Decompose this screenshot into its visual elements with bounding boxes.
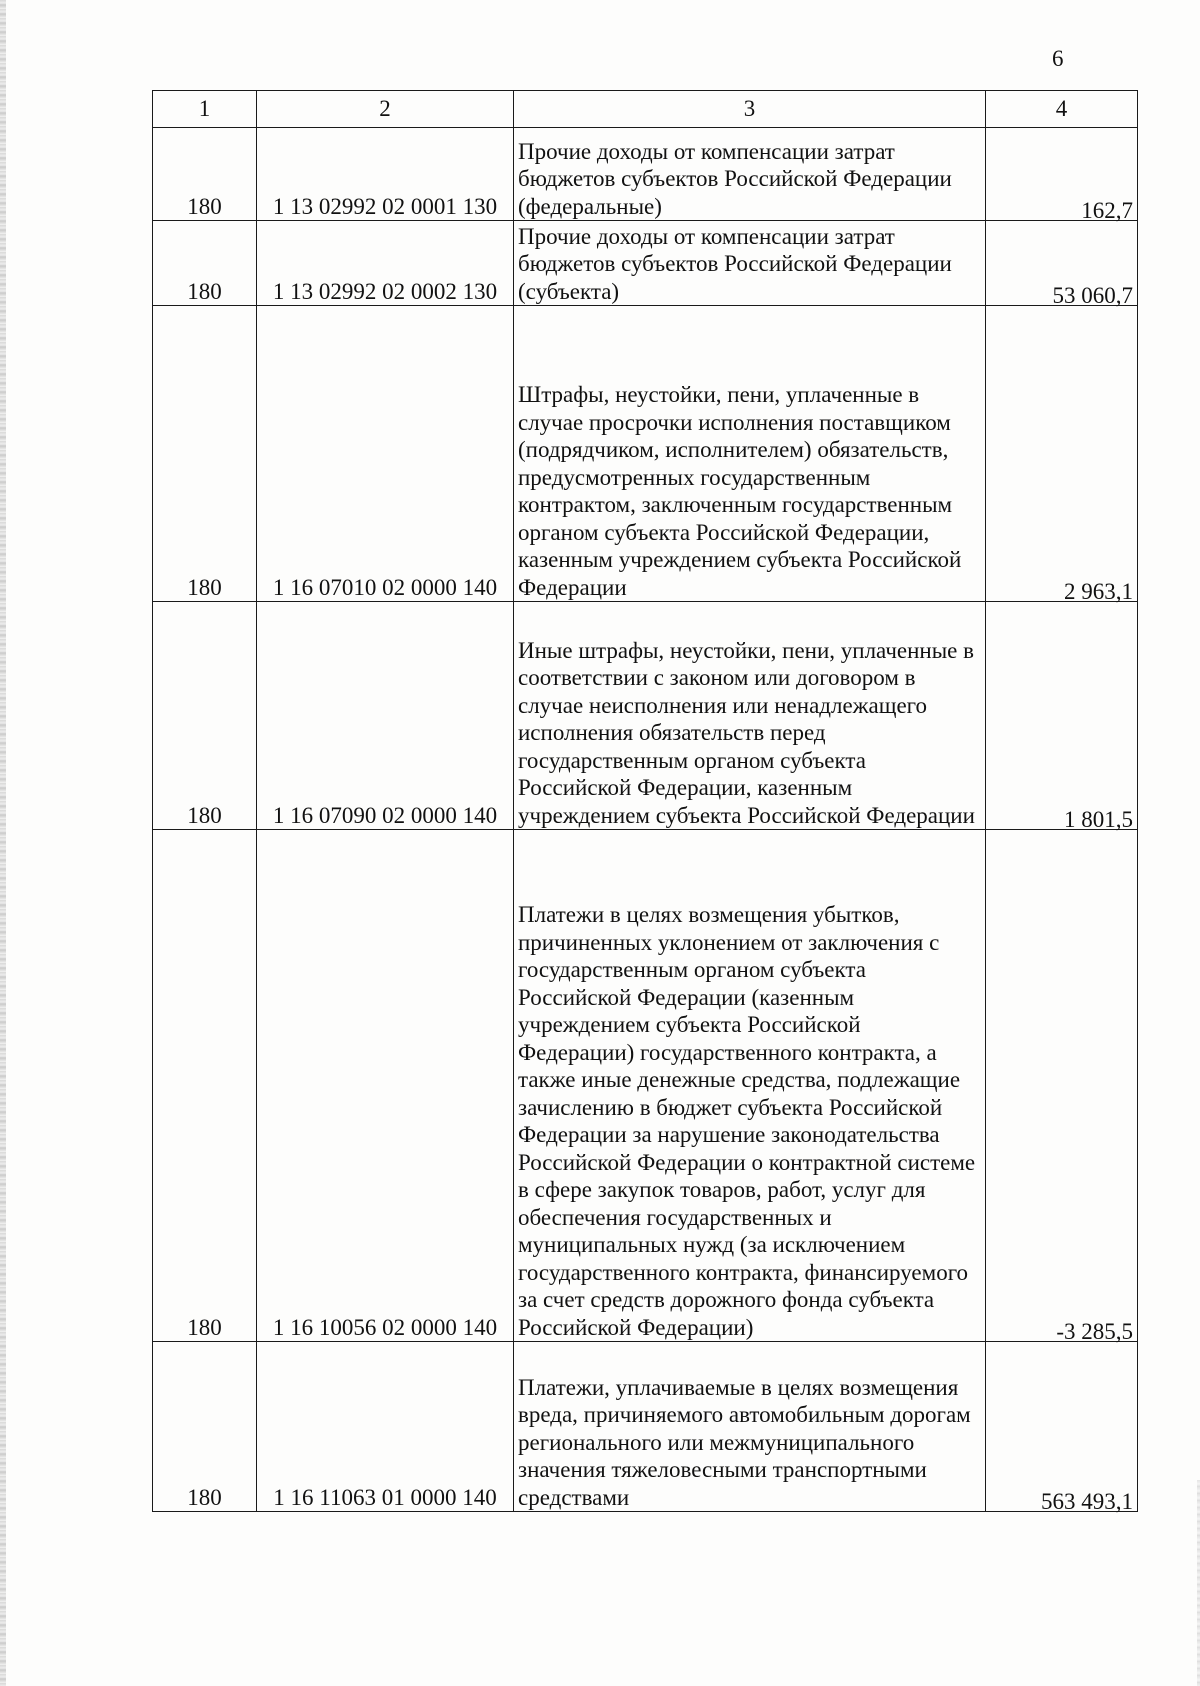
budget-code-cell: 1 13 02992 02 0001 130 (257, 128, 514, 221)
admin-code-cell: 180 (153, 128, 257, 221)
amount-value: 2 963,1 (1064, 578, 1133, 604)
amount-cell (986, 221, 1138, 306)
revenue-name-cell: Платежи в целях возмещения убытков, причиненных уклонением от заключения с государственным органом субъекта Российской Федерации (казенным учреждением субъекта Российской Федерации) государственного контракта, а также иные денежные средства, подлежащие зачислению в бюджет субъекта Российской Федерации за нарушение законодательства Российской Федерации о контрактной системе в сфере закупок товаров, работ, услуг для обеспечения государственных и муниципальных нужд (за исключением государственного контракта, финансируемого за счет средств дорожного фонда субъекта Российской Федерации) (514, 830, 986, 1342)
budget-code-cell: 1 13 02992 02 0002 130 (257, 221, 514, 306)
table-row (153, 602, 1138, 830)
amount-value: 162,7 (1081, 197, 1133, 223)
scan-edge-left (0, 0, 6, 1686)
column-header-2: 2 (257, 91, 514, 128)
table-row (153, 306, 1138, 602)
amount-value: 563 493,1 (1041, 1488, 1133, 1514)
column-header-3: 3 (514, 91, 986, 128)
amount-value: -3 285,5 (1056, 1318, 1133, 1344)
budget-code-cell: 1 16 07090 02 0000 140 (257, 602, 514, 830)
admin-code-cell: 180 (153, 830, 257, 1342)
table-row (153, 221, 1138, 306)
revenue-table (152, 90, 1138, 1512)
amount-cell (986, 128, 1138, 221)
table-header (153, 91, 1138, 128)
table-row (153, 128, 1138, 221)
revenue-name-cell: Штрафы, неустойки, пени, уплаченные в случае просрочки исполнения поставщиком (подрядчиком, исполнителем) обязательств, предусмотренных государственным контрактом, заключенным государственным органом субъекта Российской Федерации, казенным учреждением субъекта Российской Федерации (514, 306, 986, 602)
revenue-name-cell: Прочие доходы от компенсации затрат бюджетов субъектов Российской Федерации (федеральные) (514, 128, 986, 221)
amount-value: 53 060,7 (1052, 282, 1133, 308)
amount-value: 1 801,5 (1064, 806, 1133, 832)
budget-code-cell: 1 16 11063 01 0000 140 (257, 1342, 514, 1512)
admin-code-cell: 180 (153, 306, 257, 602)
budget-code-cell: 1 16 10056 02 0000 140 (257, 830, 514, 1342)
table-row (153, 1342, 1138, 1512)
page-number: 6 (1052, 46, 1064, 71)
table-row (153, 830, 1138, 1342)
amount-cell (986, 602, 1138, 830)
amount-cell (986, 1342, 1138, 1512)
revenue-name-cell: Платежи, уплачиваемые в целях возмещения вреда, причиняемого автомобильным дорогам регионального или межмуниципального значения тяжеловесными транспортными средствами (514, 1342, 986, 1512)
admin-code-cell: 180 (153, 1342, 257, 1512)
admin-code-cell: 180 (153, 602, 257, 830)
revenue-name-cell: Прочие доходы от компенсации затрат бюджетов субъектов Российской Федерации (субъекта) (514, 221, 986, 306)
admin-code-cell: 180 (153, 221, 257, 306)
header-row (153, 91, 1138, 128)
amount-cell (986, 830, 1138, 1342)
table-body (153, 128, 1138, 1512)
amount-cell (986, 306, 1138, 602)
column-header-4: 4 (986, 91, 1138, 128)
revenue-name-cell: Иные штрафы, неустойки, пени, уплаченные в соответствии с законом или договором в случае неисполнения или ненадлежащего исполнения обязательств перед государственным органом субъекта Российской Федерации, казенным учреждением субъекта Российской Федерации (514, 602, 986, 830)
budget-code-cell: 1 16 07010 02 0000 140 (257, 306, 514, 602)
column-header-1: 1 (153, 91, 257, 128)
